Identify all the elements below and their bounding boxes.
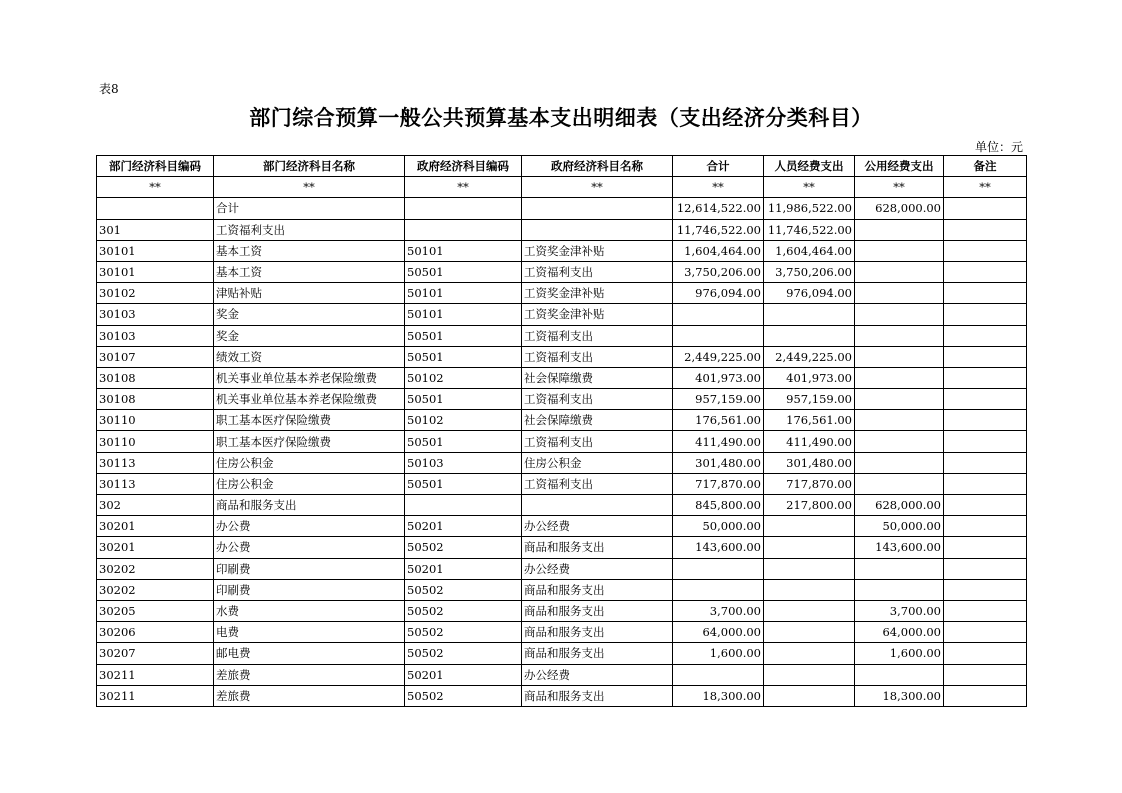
public-cell (855, 664, 944, 685)
placeholder-cell: ** (944, 177, 1027, 198)
gov-name-cell: 商品和服务支出 (522, 643, 673, 664)
table-row (97, 346, 1027, 367)
table-row (97, 537, 1027, 558)
col-header-total: 合计 (673, 156, 764, 177)
gov-code-cell: 50501 (405, 431, 522, 452)
note-cell (944, 516, 1027, 537)
dept-name-cell: 奖金 (214, 304, 405, 325)
dept-name-cell: 办公费 (214, 537, 405, 558)
dept-name-cell: 印刷费 (214, 579, 405, 600)
public-cell (855, 219, 944, 240)
dept-name-cell: 职工基本医疗保险缴费 (214, 431, 405, 452)
personnel-cell: 11,746,522.00 (764, 219, 855, 240)
col-header-note: 备注 (944, 156, 1027, 177)
dept-code-cell: 30113 (97, 473, 214, 494)
gov-code-cell: 50201 (405, 558, 522, 579)
dept-name-cell: 水费 (214, 600, 405, 621)
table-row (97, 367, 1027, 388)
gov-code-cell: 50501 (405, 473, 522, 494)
table-row (97, 198, 1027, 219)
table-row (97, 558, 1027, 579)
personnel-cell (764, 325, 855, 346)
note-cell (944, 283, 1027, 304)
gov-code-cell: 50502 (405, 537, 522, 558)
public-cell (855, 283, 944, 304)
gov-code-cell: 50101 (405, 240, 522, 261)
total-cell: 2,449,225.00 (673, 346, 764, 367)
total-cell: 301,480.00 (673, 452, 764, 473)
col-header-personnel: 人员经费支出 (764, 156, 855, 177)
total-cell: 11,746,522.00 (673, 219, 764, 240)
table-row (97, 431, 1027, 452)
dept-code-cell: 30108 (97, 367, 214, 388)
gov-name-cell: 住房公积金 (522, 452, 673, 473)
gov-code-cell (405, 219, 522, 240)
dept-name-cell: 差旅费 (214, 685, 405, 706)
dept-code-cell: 30102 (97, 283, 214, 304)
table-row (97, 664, 1027, 685)
table-row (97, 643, 1027, 664)
dept-name-cell: 商品和服务支出 (214, 495, 405, 516)
note-cell (944, 389, 1027, 410)
public-cell: 628,000.00 (855, 198, 944, 219)
gov-code-cell: 50501 (405, 346, 522, 367)
note-cell (944, 198, 1027, 219)
dept-code-cell: 30107 (97, 346, 214, 367)
public-cell (855, 579, 944, 600)
personnel-cell (764, 685, 855, 706)
unit-label: 单位：元 (974, 140, 1023, 154)
dept-name-cell: 合计 (214, 198, 405, 219)
personnel-cell: 401,973.00 (764, 367, 855, 388)
gov-code-cell: 50501 (405, 389, 522, 410)
personnel-cell: 176,561.00 (764, 410, 855, 431)
dept-name-cell: 基本工资 (214, 261, 405, 282)
table-row (97, 495, 1027, 516)
table-row (97, 304, 1027, 325)
dept-code-cell: 30211 (97, 664, 214, 685)
placeholder-cell: ** (673, 177, 764, 198)
dept-name-cell: 机关事业单位基本养老保险缴费 (214, 367, 405, 388)
personnel-cell (764, 600, 855, 621)
dept-name-cell: 邮电费 (214, 643, 405, 664)
total-cell: 3,750,206.00 (673, 261, 764, 282)
gov-name-cell: 商品和服务支出 (522, 579, 673, 600)
table-row (97, 389, 1027, 410)
note-cell (944, 685, 1027, 706)
dept-code-cell: 30205 (97, 600, 214, 621)
personnel-cell: 3,750,206.00 (764, 261, 855, 282)
public-cell: 50,000.00 (855, 516, 944, 537)
dept-name-cell: 基本工资 (214, 240, 405, 261)
total-cell: 64,000.00 (673, 622, 764, 643)
placeholder-cell: ** (764, 177, 855, 198)
dept-name-cell: 办公费 (214, 516, 405, 537)
note-cell (944, 664, 1027, 685)
note-cell (944, 622, 1027, 643)
gov-name-cell: 办公经费 (522, 516, 673, 537)
dept-name-cell: 工资福利支出 (214, 219, 405, 240)
placeholder-cell: ** (405, 177, 522, 198)
gov-name-cell: 社会保障缴费 (522, 410, 673, 431)
gov-name-cell: 工资福利支出 (522, 431, 673, 452)
total-cell: 1,600.00 (673, 643, 764, 664)
dept-code-cell: 30201 (97, 537, 214, 558)
gov-code-cell (405, 198, 522, 219)
total-cell: 976,094.00 (673, 283, 764, 304)
total-cell (673, 325, 764, 346)
gov-name-cell: 工资福利支出 (522, 389, 673, 410)
gov-code-cell: 50101 (405, 304, 522, 325)
public-cell (855, 325, 944, 346)
personnel-cell (764, 558, 855, 579)
personnel-cell: 301,480.00 (764, 452, 855, 473)
table-row (97, 622, 1027, 643)
col-header-gov-name: 政府经济科目名称 (522, 156, 673, 177)
gov-name-cell: 社会保障缴费 (522, 367, 673, 388)
note-cell (944, 304, 1027, 325)
placeholder-cell: ** (522, 177, 673, 198)
total-cell (673, 579, 764, 600)
public-cell (855, 304, 944, 325)
table-number-label: 表8 (99, 82, 119, 96)
personnel-cell (764, 579, 855, 600)
gov-name-cell: 办公经费 (522, 664, 673, 685)
total-cell: 717,870.00 (673, 473, 764, 494)
public-cell: 64,000.00 (855, 622, 944, 643)
table-row (97, 579, 1027, 600)
public-cell (855, 431, 944, 452)
personnel-cell: 957,159.00 (764, 389, 855, 410)
gov-code-cell: 50502 (405, 643, 522, 664)
personnel-cell (764, 622, 855, 643)
col-header-gov-code: 政府经济科目编码 (405, 156, 522, 177)
gov-code-cell: 50502 (405, 600, 522, 621)
total-cell: 50,000.00 (673, 516, 764, 537)
public-cell (855, 346, 944, 367)
dept-code-cell: 30110 (97, 431, 214, 452)
total-cell (673, 664, 764, 685)
gov-code-cell: 50103 (405, 452, 522, 473)
header-row (97, 156, 1027, 177)
dept-code-cell: 30211 (97, 685, 214, 706)
gov-name-cell (522, 219, 673, 240)
gov-name-cell (522, 495, 673, 516)
public-cell (855, 389, 944, 410)
placeholder-cell: ** (97, 177, 214, 198)
gov-code-cell: 50102 (405, 410, 522, 431)
total-cell: 3,700.00 (673, 600, 764, 621)
table-row (97, 325, 1027, 346)
dept-name-cell: 奖金 (214, 325, 405, 346)
note-cell (944, 558, 1027, 579)
gov-name-cell: 工资福利支出 (522, 261, 673, 282)
total-cell: 845,800.00 (673, 495, 764, 516)
dept-name-cell: 津贴补贴 (214, 283, 405, 304)
placeholder-row (97, 177, 1027, 198)
gov-name-cell: 商品和服务支出 (522, 685, 673, 706)
gov-code-cell (405, 495, 522, 516)
dept-code-cell: 30202 (97, 579, 214, 600)
personnel-cell: 976,094.00 (764, 283, 855, 304)
col-header-dept-code: 部门经济科目编码 (97, 156, 214, 177)
public-cell: 1,600.00 (855, 643, 944, 664)
note-cell (944, 410, 1027, 431)
budget-detail-table (96, 155, 1027, 707)
placeholder-cell: ** (214, 177, 405, 198)
note-cell (944, 240, 1027, 261)
gov-code-cell: 50101 (405, 283, 522, 304)
note-cell (944, 643, 1027, 664)
dept-code-cell: 30202 (97, 558, 214, 579)
gov-name-cell: 工资奖金津补贴 (522, 304, 673, 325)
note-cell (944, 473, 1027, 494)
table-row (97, 600, 1027, 621)
gov-name-cell (522, 198, 673, 219)
gov-code-cell: 50502 (405, 579, 522, 600)
table-row (97, 516, 1027, 537)
dept-name-cell: 住房公积金 (214, 452, 405, 473)
table-body (97, 177, 1027, 707)
gov-name-cell: 工资福利支出 (522, 346, 673, 367)
table-row (97, 219, 1027, 240)
table-row (97, 283, 1027, 304)
dept-code-cell: 30108 (97, 389, 214, 410)
gov-code-cell: 50201 (405, 516, 522, 537)
gov-code-cell: 50501 (405, 261, 522, 282)
gov-code-cell: 50502 (405, 622, 522, 643)
note-cell (944, 495, 1027, 516)
total-cell: 143,600.00 (673, 537, 764, 558)
public-cell (855, 410, 944, 431)
note-cell (944, 367, 1027, 388)
dept-code-cell: 30101 (97, 261, 214, 282)
gov-name-cell: 办公经费 (522, 558, 673, 579)
note-cell (944, 325, 1027, 346)
table-row (97, 240, 1027, 261)
note-cell (944, 452, 1027, 473)
public-cell (855, 261, 944, 282)
total-cell: 176,561.00 (673, 410, 764, 431)
personnel-cell (764, 304, 855, 325)
dept-name-cell: 机关事业单位基本养老保险缴费 (214, 389, 405, 410)
public-cell (855, 240, 944, 261)
note-cell (944, 579, 1027, 600)
public-cell: 18,300.00 (855, 685, 944, 706)
col-header-dept-name: 部门经济科目名称 (214, 156, 405, 177)
public-cell: 628,000.00 (855, 495, 944, 516)
dept-code-cell: 30103 (97, 325, 214, 346)
gov-name-cell: 工资奖金津补贴 (522, 240, 673, 261)
placeholder-cell: ** (855, 177, 944, 198)
total-cell (673, 304, 764, 325)
public-cell (855, 558, 944, 579)
personnel-cell (764, 516, 855, 537)
dept-name-cell: 差旅费 (214, 664, 405, 685)
dept-name-cell: 职工基本医疗保险缴费 (214, 410, 405, 431)
personnel-cell: 717,870.00 (764, 473, 855, 494)
table-row (97, 452, 1027, 473)
personnel-cell: 411,490.00 (764, 431, 855, 452)
gov-name-cell: 商品和服务支出 (522, 537, 673, 558)
dept-code-cell (97, 198, 214, 219)
gov-name-cell: 商品和服务支出 (522, 600, 673, 621)
dept-code-cell: 30206 (97, 622, 214, 643)
gov-name-cell: 工资福利支出 (522, 473, 673, 494)
total-cell: 957,159.00 (673, 389, 764, 410)
table-row (97, 410, 1027, 431)
dept-code-cell: 30101 (97, 240, 214, 261)
gov-code-cell: 50201 (405, 664, 522, 685)
dept-name-cell: 印刷费 (214, 558, 405, 579)
table-row (97, 473, 1027, 494)
total-cell: 18,300.00 (673, 685, 764, 706)
public-cell (855, 452, 944, 473)
public-cell: 3,700.00 (855, 600, 944, 621)
table-row (97, 261, 1027, 282)
note-cell (944, 600, 1027, 621)
personnel-cell: 1,604,464.00 (764, 240, 855, 261)
personnel-cell: 217,800.00 (764, 495, 855, 516)
total-cell: 1,604,464.00 (673, 240, 764, 261)
note-cell (944, 261, 1027, 282)
personnel-cell (764, 664, 855, 685)
gov-code-cell: 50502 (405, 685, 522, 706)
page-title: 部门综合预算一般公共预算基本支出明细表（支出经济分类科目） (249, 106, 873, 130)
note-cell (944, 219, 1027, 240)
gov-name-cell: 工资福利支出 (522, 325, 673, 346)
col-header-public: 公用经费支出 (855, 156, 944, 177)
total-cell: 401,973.00 (673, 367, 764, 388)
dept-code-cell: 30201 (97, 516, 214, 537)
personnel-cell (764, 537, 855, 558)
note-cell (944, 346, 1027, 367)
total-cell: 411,490.00 (673, 431, 764, 452)
dept-code-cell: 30110 (97, 410, 214, 431)
gov-name-cell: 工资奖金津补贴 (522, 283, 673, 304)
table-row (97, 685, 1027, 706)
personnel-cell (764, 643, 855, 664)
gov-name-cell: 商品和服务支出 (522, 622, 673, 643)
personnel-cell: 11,986,522.00 (764, 198, 855, 219)
dept-code-cell: 30207 (97, 643, 214, 664)
dept-code-cell: 301 (97, 219, 214, 240)
total-cell (673, 558, 764, 579)
public-cell (855, 473, 944, 494)
gov-code-cell: 50501 (405, 325, 522, 346)
dept-code-cell: 30103 (97, 304, 214, 325)
dept-name-cell: 绩效工资 (214, 346, 405, 367)
dept-name-cell: 住房公积金 (214, 473, 405, 494)
dept-name-cell: 电费 (214, 622, 405, 643)
note-cell (944, 537, 1027, 558)
gov-code-cell: 50102 (405, 367, 522, 388)
dept-code-cell: 302 (97, 495, 214, 516)
public-cell: 143,600.00 (855, 537, 944, 558)
dept-code-cell: 30113 (97, 452, 214, 473)
total-cell: 12,614,522.00 (673, 198, 764, 219)
personnel-cell: 2,449,225.00 (764, 346, 855, 367)
public-cell (855, 367, 944, 388)
note-cell (944, 431, 1027, 452)
